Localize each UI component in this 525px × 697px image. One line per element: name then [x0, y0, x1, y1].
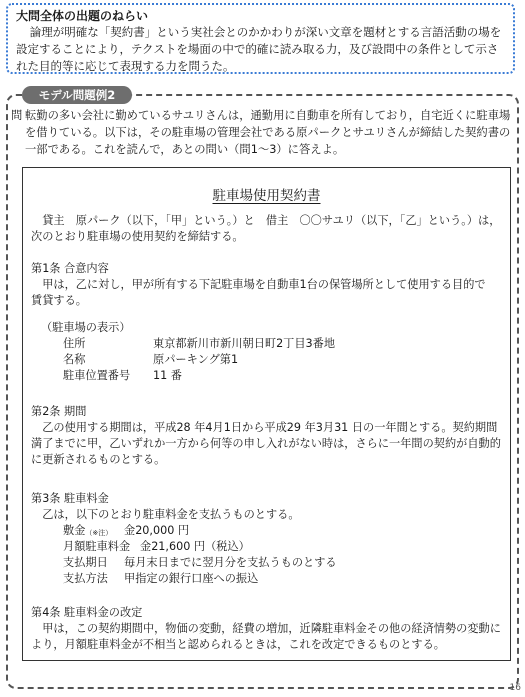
payment-due-value: 毎月末日までに翌月分を支払うものとする	[124, 556, 337, 569]
contract-intro: 貸主 原パーク（以下，「甲」という。）と 借主 〇〇サユリ（以下，「乙」という。）は，次のとおり駐車場の使用契約を締結する。	[31, 214, 501, 243]
parking-name-label: 名称	[63, 353, 86, 366]
monthly-fee-value: 金21,600 円（税込）	[140, 540, 250, 553]
article4-body: 甲は，この契約期間中，物価の変動，経費の増加，近隣駐車料金その他の経済情勢の変動により，月額駐車料金が不相当と認められるときは，これを改定できるものとする。	[31, 622, 501, 651]
aim-box	[6, 3, 515, 74]
contract-document	[22, 167, 511, 661]
article2-heading: 第2条 期間	[31, 405, 87, 418]
model-problem-label: モデル問題例2	[22, 86, 132, 104]
aim-title: 大問全体の出題のねらい	[16, 9, 149, 23]
payment-method-label: 支払方法	[63, 572, 108, 585]
article3-body: 乙は，以下のとおり駐車料金を支払うものとする。	[42, 508, 300, 521]
deposit-note: （※注）	[85, 529, 113, 537]
parking-address-value: 東京都新川市新川朝日町2丁目3番地	[153, 337, 336, 350]
parking-number-label: 駐車位置番号	[63, 369, 131, 382]
payment-due-label: 支払期日	[63, 556, 108, 569]
parking-name-value: 原パーキング第1	[153, 353, 239, 366]
parking-number-value: 11 番	[153, 369, 182, 382]
deposit-label: 敷金（※注）	[63, 524, 113, 537]
page-number: 16	[509, 683, 521, 693]
deposit-value: 金20,000 円	[124, 524, 190, 537]
article1-heading: 第1条 合意内容	[31, 262, 109, 275]
article2-body: 乙の使用する期間は，平成28 年4月1日から平成29 年3月31 日の一年間とする。契約期間満了までに甲，乙いずれか一方から何等の申し入れがない時は，さらに一年間の契約が自動的に更新されるものとする。	[31, 421, 501, 466]
question-text: 転勤の多い会社に勤めているサユリさんは，通勤用に自動車を所有しており，自宅近くに駐車場を借りている。以下は，その駐車場の管理会社である原パークとサユリさんが締結した契約書の一部である。これを読んで，あとの問い（問1～3）に答えよ。	[25, 109, 511, 156]
article1-body: 甲は，乙に対し，甲が所有する下記駐車場を自動車1台の保管場所として使用する目的で賃貸する。	[31, 278, 486, 307]
contract-title: 駐車場使用契約書	[212, 188, 321, 204]
question	[11, 107, 511, 158]
article3-heading: 第3条 駐車料金	[31, 492, 109, 505]
parking-address-label: 住所	[63, 337, 86, 350]
parking-display-heading: （駐車場の表示）	[41, 321, 131, 334]
question-mark: 問	[11, 109, 23, 122]
payment-method-value: 甲指定の銀行口座への振込	[124, 572, 259, 585]
monthly-fee-label: 月額駐車料金	[63, 540, 131, 553]
article4-heading: 第4条 駐車料金の改定	[31, 606, 143, 619]
aim-body: 論理が明確な「契約書」という実社会とのかかわりが深い文章を題材とする言語活動の場を設定することにより，テクストを場面の中で的確に読み取る力，及び設問中の条件として示された目的等に応じて表現する力を問うた。	[16, 25, 502, 73]
